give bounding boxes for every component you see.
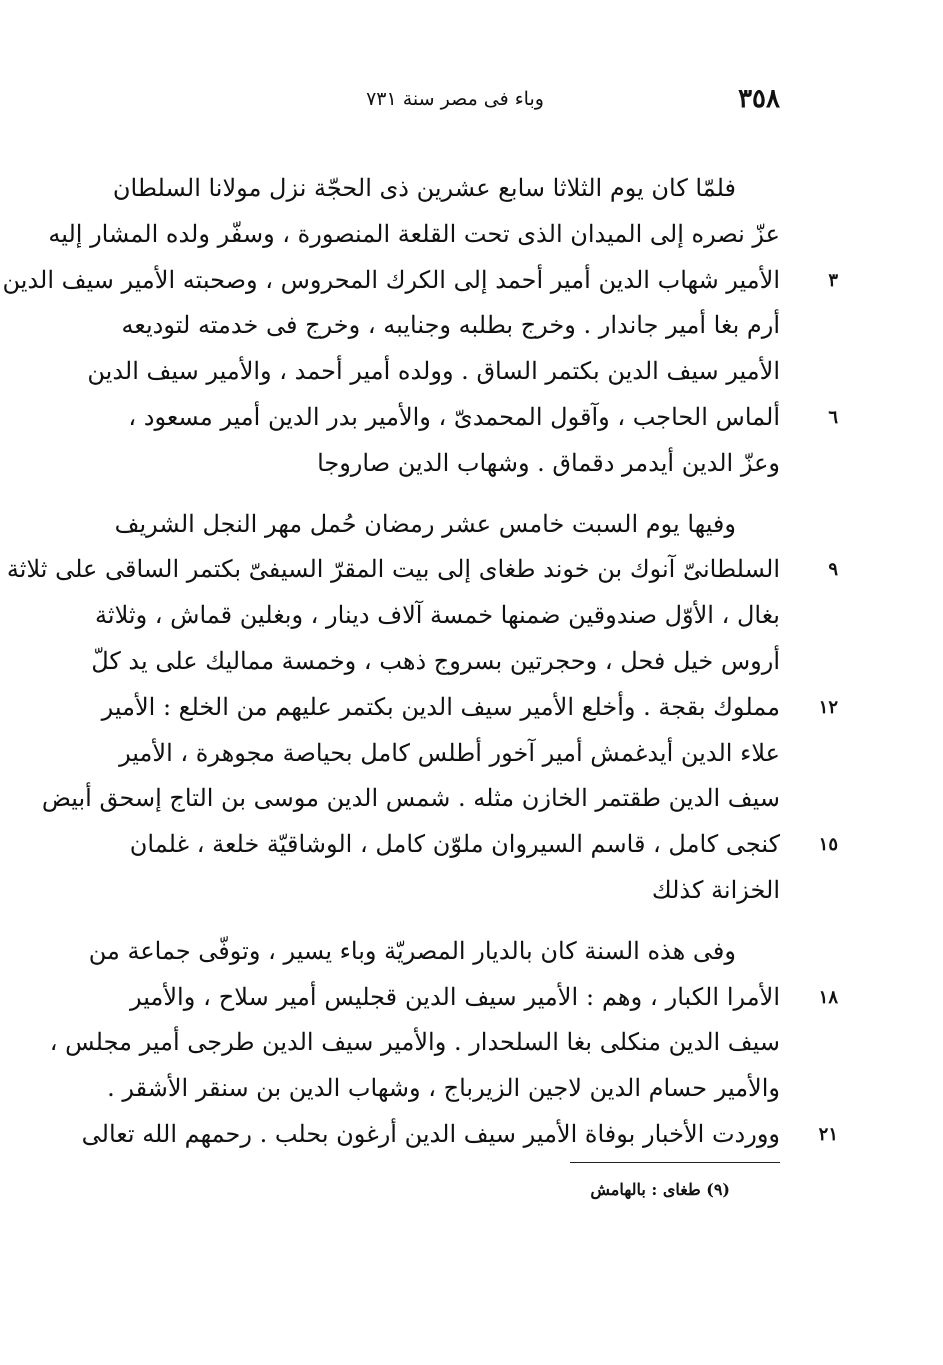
text-line: [112, 166, 780, 212]
text-line: [41, 776, 780, 822]
line-number: ١٥: [818, 834, 838, 856]
line-text: علاء الدين أيدغمش أمير آخور أطلس كامل بحياصة مجوهرة ، الأمير: [119, 738, 780, 767]
line-text: ووردت الأخبار بوفاة الأمير سيف الدين أرغون بحلب . رحمهم الله تعالى: [81, 1119, 780, 1148]
page-header: [130, 84, 780, 124]
text-line: [119, 731, 780, 777]
running-title: وباء فى مصر سنة ٧٣١: [366, 88, 544, 110]
paragraph-2: [6, 502, 838, 914]
line-text: فلمّا كان يوم الثلاثا سابع عشرين ذى الحجّة نزل مولانا السلطان: [112, 174, 736, 202]
line-number: ٩: [828, 559, 838, 581]
line-text: الخزانة كذلك: [651, 875, 780, 904]
line-number: ١٨: [818, 986, 838, 1008]
text-line: [91, 639, 780, 685]
text-line: [101, 685, 838, 731]
page-number: ٣٥٨: [738, 84, 780, 114]
line-text: أرم بغا أمير جاندار . وخرج بطلبه وجنايبه ، وخرج فى خدمته لتوديعه: [121, 311, 780, 340]
line-text: عزّ نصره إلى الميدان الذى تحت القلعة المنصورة ، وسفّر ولده المشار إليه: [48, 219, 780, 248]
paragraph-1: [2, 166, 838, 487]
text-line: [114, 502, 780, 548]
line-text: سيف الدين منكلى بغا السلحدار . والأمير سيف الدين طرجى أمير مجلس ،: [49, 1028, 780, 1057]
text-line: [129, 822, 838, 868]
line-text: وفيها يوم السبت خامس عشر رمضان حُمل مهر النجل الشريف: [114, 509, 736, 538]
line-text: مملوك بقجة . وأخلع الأمير سيف الدين بكتمر عليهم من الخلع : الأمير: [101, 692, 780, 721]
body-text: [2, 166, 838, 1158]
line-text: وفى هذه السنة كان بالديار المصريّة وباء يسير ، وتوفّى جماعة من: [88, 936, 736, 965]
line-number: ٣: [828, 269, 838, 291]
line-text: وعزّ الدين أيدمر دقماق . وشهاب الدين صاروجا: [317, 448, 780, 477]
line-text: كنجى كامل ، قاسم السيروان ملوّن كامل ، الوشاقيّة خلعة ، غلمان: [129, 830, 780, 859]
text-line: [121, 303, 780, 349]
text-line: [87, 349, 780, 395]
text-line: [107, 1066, 780, 1112]
line-text: والأمير حسام الدين لاجين الزيرباج ، وشهاب الدين بن سنقر الأشقر .: [107, 1074, 780, 1103]
text-line: [49, 1020, 780, 1066]
line-text: أروس خيل فحل ، وحجرتين بسروج ذهب ، وخمسة مماليك على يد كلّ: [91, 646, 780, 675]
paragraph-3: [49, 929, 838, 1158]
text-line: [128, 395, 838, 441]
text-line: [130, 868, 780, 914]
text-line: [48, 212, 780, 258]
line-number: ١٢: [818, 696, 838, 718]
footnote-divider: [570, 1162, 780, 1163]
line-text: الأمير سيف الدين بكتمر الساق . وولده أمير أحمد ، والأمير سيف الدين: [87, 357, 780, 386]
text-line: [130, 441, 780, 487]
line-number: ٢١: [818, 1123, 838, 1145]
line-text: سيف الدين طقتمر الخازن مثله . شمس الدين موسى بن التاج إسحق أبيض: [41, 784, 780, 813]
text-line: [81, 1112, 838, 1158]
line-text: الأمير شهاب الدين أمير أحمد إلى الكرك المحروس ، وصحبته الأمير سيف الدين: [2, 265, 780, 294]
text-line: [130, 975, 838, 1021]
text-line: [88, 929, 780, 975]
line-text: ألماس الحاجب ، وآقول المحمدىّ ، والأمير بدر الدين أمير مسعود ،: [128, 402, 780, 431]
text-line: [95, 593, 780, 639]
text-line: [6, 547, 838, 593]
text-line: [2, 258, 838, 304]
footnote: (٩) طغاى : بالهامش: [590, 1180, 730, 1199]
line-text: بغال ، الأوّل صندوقين ضمنها خمسة آلاف دينار ، وبغلين قماش ، وثلاثة: [95, 601, 780, 630]
line-text: السلطانىّ آنوك بن خوند طغاى إلى بيت المقرّ السيفىّ بكتمر الساقى على ثلاثة: [6, 555, 780, 584]
line-text: الأمرا الكبار ، وهم : الأمير سيف الدين قجليس أمير سلاح ، والأمير: [130, 982, 780, 1011]
line-number: ٦: [828, 406, 838, 428]
